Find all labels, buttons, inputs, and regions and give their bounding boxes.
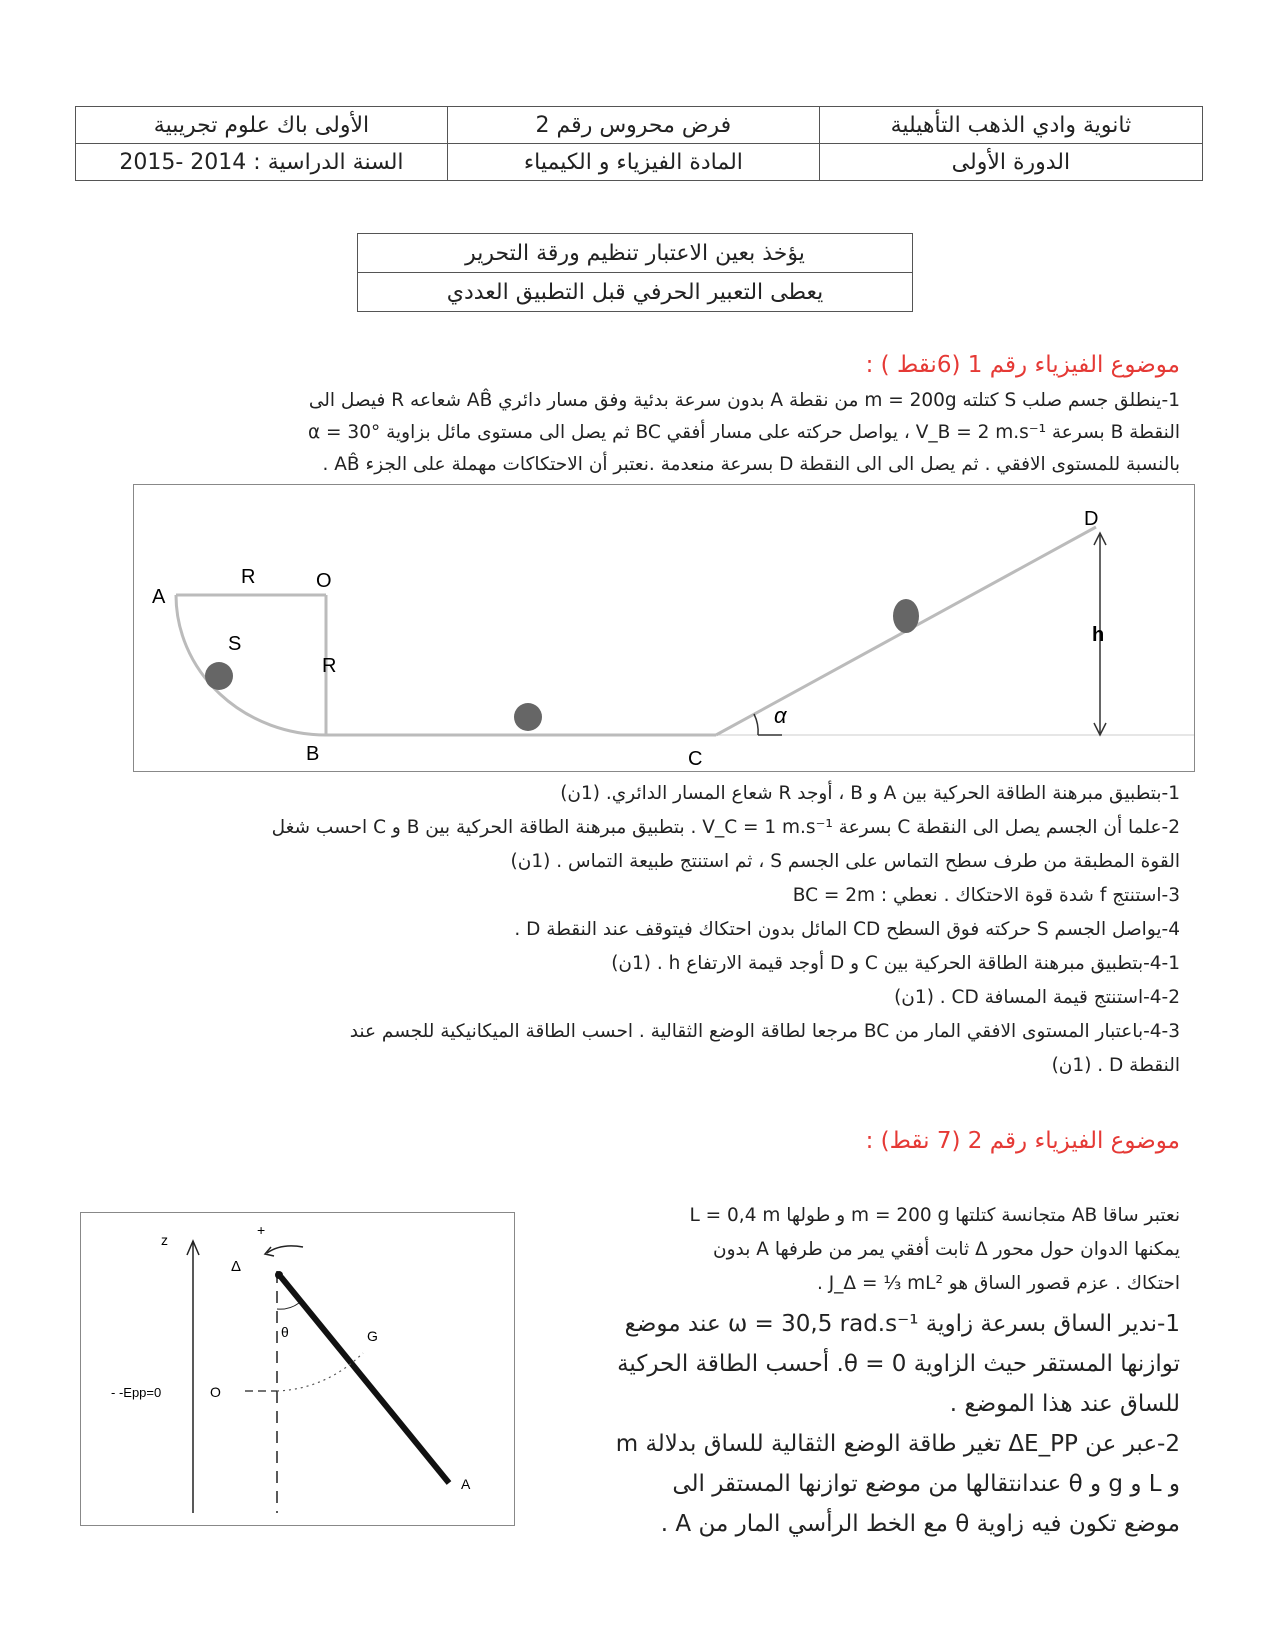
ex2-question-2a: 2-عبر عن ΔE_PP تغير طاقة الوضع الثقالية للساق بدلالة m [615, 1431, 1180, 1457]
ball-on-arc [205, 662, 233, 690]
exercise-2-title: موضوع الفيزياء رقم 2 (7 نقط) : [865, 1128, 1180, 1154]
label-O2: O [210, 1384, 221, 1400]
subject-cell: المادة الفيزياء و الكيمياء [447, 144, 819, 181]
ex1-question-2b: القوة المطبقة من طرف سطح التماس على الجسم S ، ثم استنتج طبيعة التماس . (1ن) [510, 851, 1180, 872]
track-diagram [134, 485, 1194, 771]
label-z: z [161, 1232, 168, 1248]
ex1-question-4-1: 4-1-بتطبيق مبرهنة الطاقة الحركية بين C و D أوجد قيمة الارتفاع h . (1ن) [611, 953, 1180, 974]
ex1-intro-line-3: بالنسبة للمستوى الافقي . ثم يصل الى الى النقطة D بسرعة منعدمة .نعتبر أن الاحتكاكات مهملة على الجزء AB̂ . [322, 454, 1180, 475]
label-B: B [306, 743, 320, 765]
label-theta: θ [281, 1324, 289, 1340]
year-cell: السنة الدراسية : 2014 -2015 [76, 144, 448, 181]
ex2-intro-1: نعتبر ساقا AB متجانسة كتلتها m = 200 g و طولها L = 0,4 m [689, 1205, 1180, 1226]
ex1-intro-line-2: النقطة B بسرعة V_B = 2 m.s⁻¹ ، يواصل حركته على مسار أفقي BC ثم يصل الى مستوى مائل بزاوية α = 30° [307, 422, 1180, 443]
label-R-top: R [241, 566, 256, 588]
ex2-question-2c: موضع تكون فيه زاوية θ مع الخط الرأسي المار من A . [660, 1511, 1180, 1537]
instruction-1: يؤخذ بعين الاعتبار تنظيم ورقة التحرير [358, 234, 913, 273]
ex1-question-4-2: 4-2-استنتج قيمة المسافة CD . (1ن) [894, 987, 1180, 1008]
instructions-table [357, 233, 913, 312]
alpha-arc [754, 714, 758, 735]
ball-on-incline [893, 599, 919, 633]
label-epp: - -Epp=0 [111, 1385, 162, 1400]
arc-AB [176, 595, 326, 735]
ex2-question-1a: 1-ندير الساق بسرعة زاوية ω = 30,5 rad.s⁻¹ عند موضع [624, 1311, 1180, 1337]
ex1-question-1: 1-بتطبيق مبرهنة الطاقة الحركية بين A و B ، أوجد R شعاع المسار الدائري. (1ن) [560, 783, 1180, 804]
label-plus: + [257, 1222, 266, 1238]
label-S: S [228, 633, 242, 655]
session-cell: الدورة الأولى [819, 144, 1202, 181]
ex2-question-1b: توازنها المستقر حيث الزاوية θ = 0. أحسب الطاقة الحركية [617, 1351, 1180, 1377]
label-A2: A [461, 1476, 471, 1492]
label-R-side: R [322, 655, 337, 677]
label-A: A [152, 586, 166, 608]
ex2-question-1c: للساق عند هذا الموضع . [949, 1391, 1180, 1417]
ex1-intro-line-1: 1-ينطلق جسم صلب S كتلته m = 200g من نقطة A بدون سرعة بدئية وفق مسار دائري AB̂ شعاعه R فيصل الى [308, 390, 1180, 411]
label-O: O [316, 570, 332, 592]
ex1-question-3: 3-استنتج f شدة قوة الاحتكاك . نعطي : BC = 2m [792, 885, 1180, 906]
ex1-question-4-3a: 4-3-باعتبار المستوى الافقي المار من BC مرجعا لطاقة الوضع الثقالية . احسب الطاقة الميكانيكية للجسم عند [349, 1021, 1180, 1042]
theta-arc [277, 1303, 299, 1309]
figure-circular-track [133, 484, 1195, 772]
header-table [75, 106, 1203, 181]
ball-on-BC [514, 703, 542, 731]
level-cell: الأولى باك علوم تجريبية [76, 107, 448, 144]
rotation-arrow [267, 1246, 303, 1253]
ex2-intro-2: يمكنها الدوان حول محور Δ ثابت أفقي يمر من طرفها A بدون [713, 1239, 1180, 1260]
exercise-1-title: موضوع الفيزياء رقم 1 (6نقط ) : [865, 352, 1180, 378]
ex2-intro-3: احتكاك . عزم قصور الساق هو J_Δ = ⅓ mL² . [816, 1273, 1180, 1294]
rod-AB [281, 1277, 449, 1483]
instruction-2: يعطى التعبير الحرفي قبل التطبيق العددي [358, 273, 913, 312]
label-h: h [1092, 624, 1105, 646]
label-C: C [688, 748, 703, 770]
pivot [275, 1271, 283, 1279]
rod-diagram [81, 1213, 514, 1525]
exam-cell: فرض محروس رقم 2 [447, 107, 819, 144]
school-cell: ثانوية وادي الذهب التأهيلية [819, 107, 1202, 144]
label-D: D [1084, 508, 1099, 530]
label-G: G [367, 1328, 378, 1344]
ex1-question-4: 4-يواصل الجسم S حركته فوق السطح CD المائل بدون احتكاك فيتوقف عند النقطة D . [514, 919, 1180, 940]
label-alpha: α [774, 703, 787, 728]
figure-rotating-rod [80, 1212, 515, 1526]
label-delta: Δ [231, 1258, 242, 1275]
ex1-question-2a: 2-علما أن الجسم يصل الى النقطة C بسرعة V_C = 1 m.s⁻¹ . بتطبيق مبرهنة الطاقة الحركية بين B و C احسب شغل [271, 817, 1180, 838]
ex2-question-2b: و L و g و θ عندانتقالها من موضع توازنها المستقر الى [672, 1471, 1180, 1497]
ex1-question-4-3b: النقطة D . (1ن) [1051, 1055, 1180, 1076]
